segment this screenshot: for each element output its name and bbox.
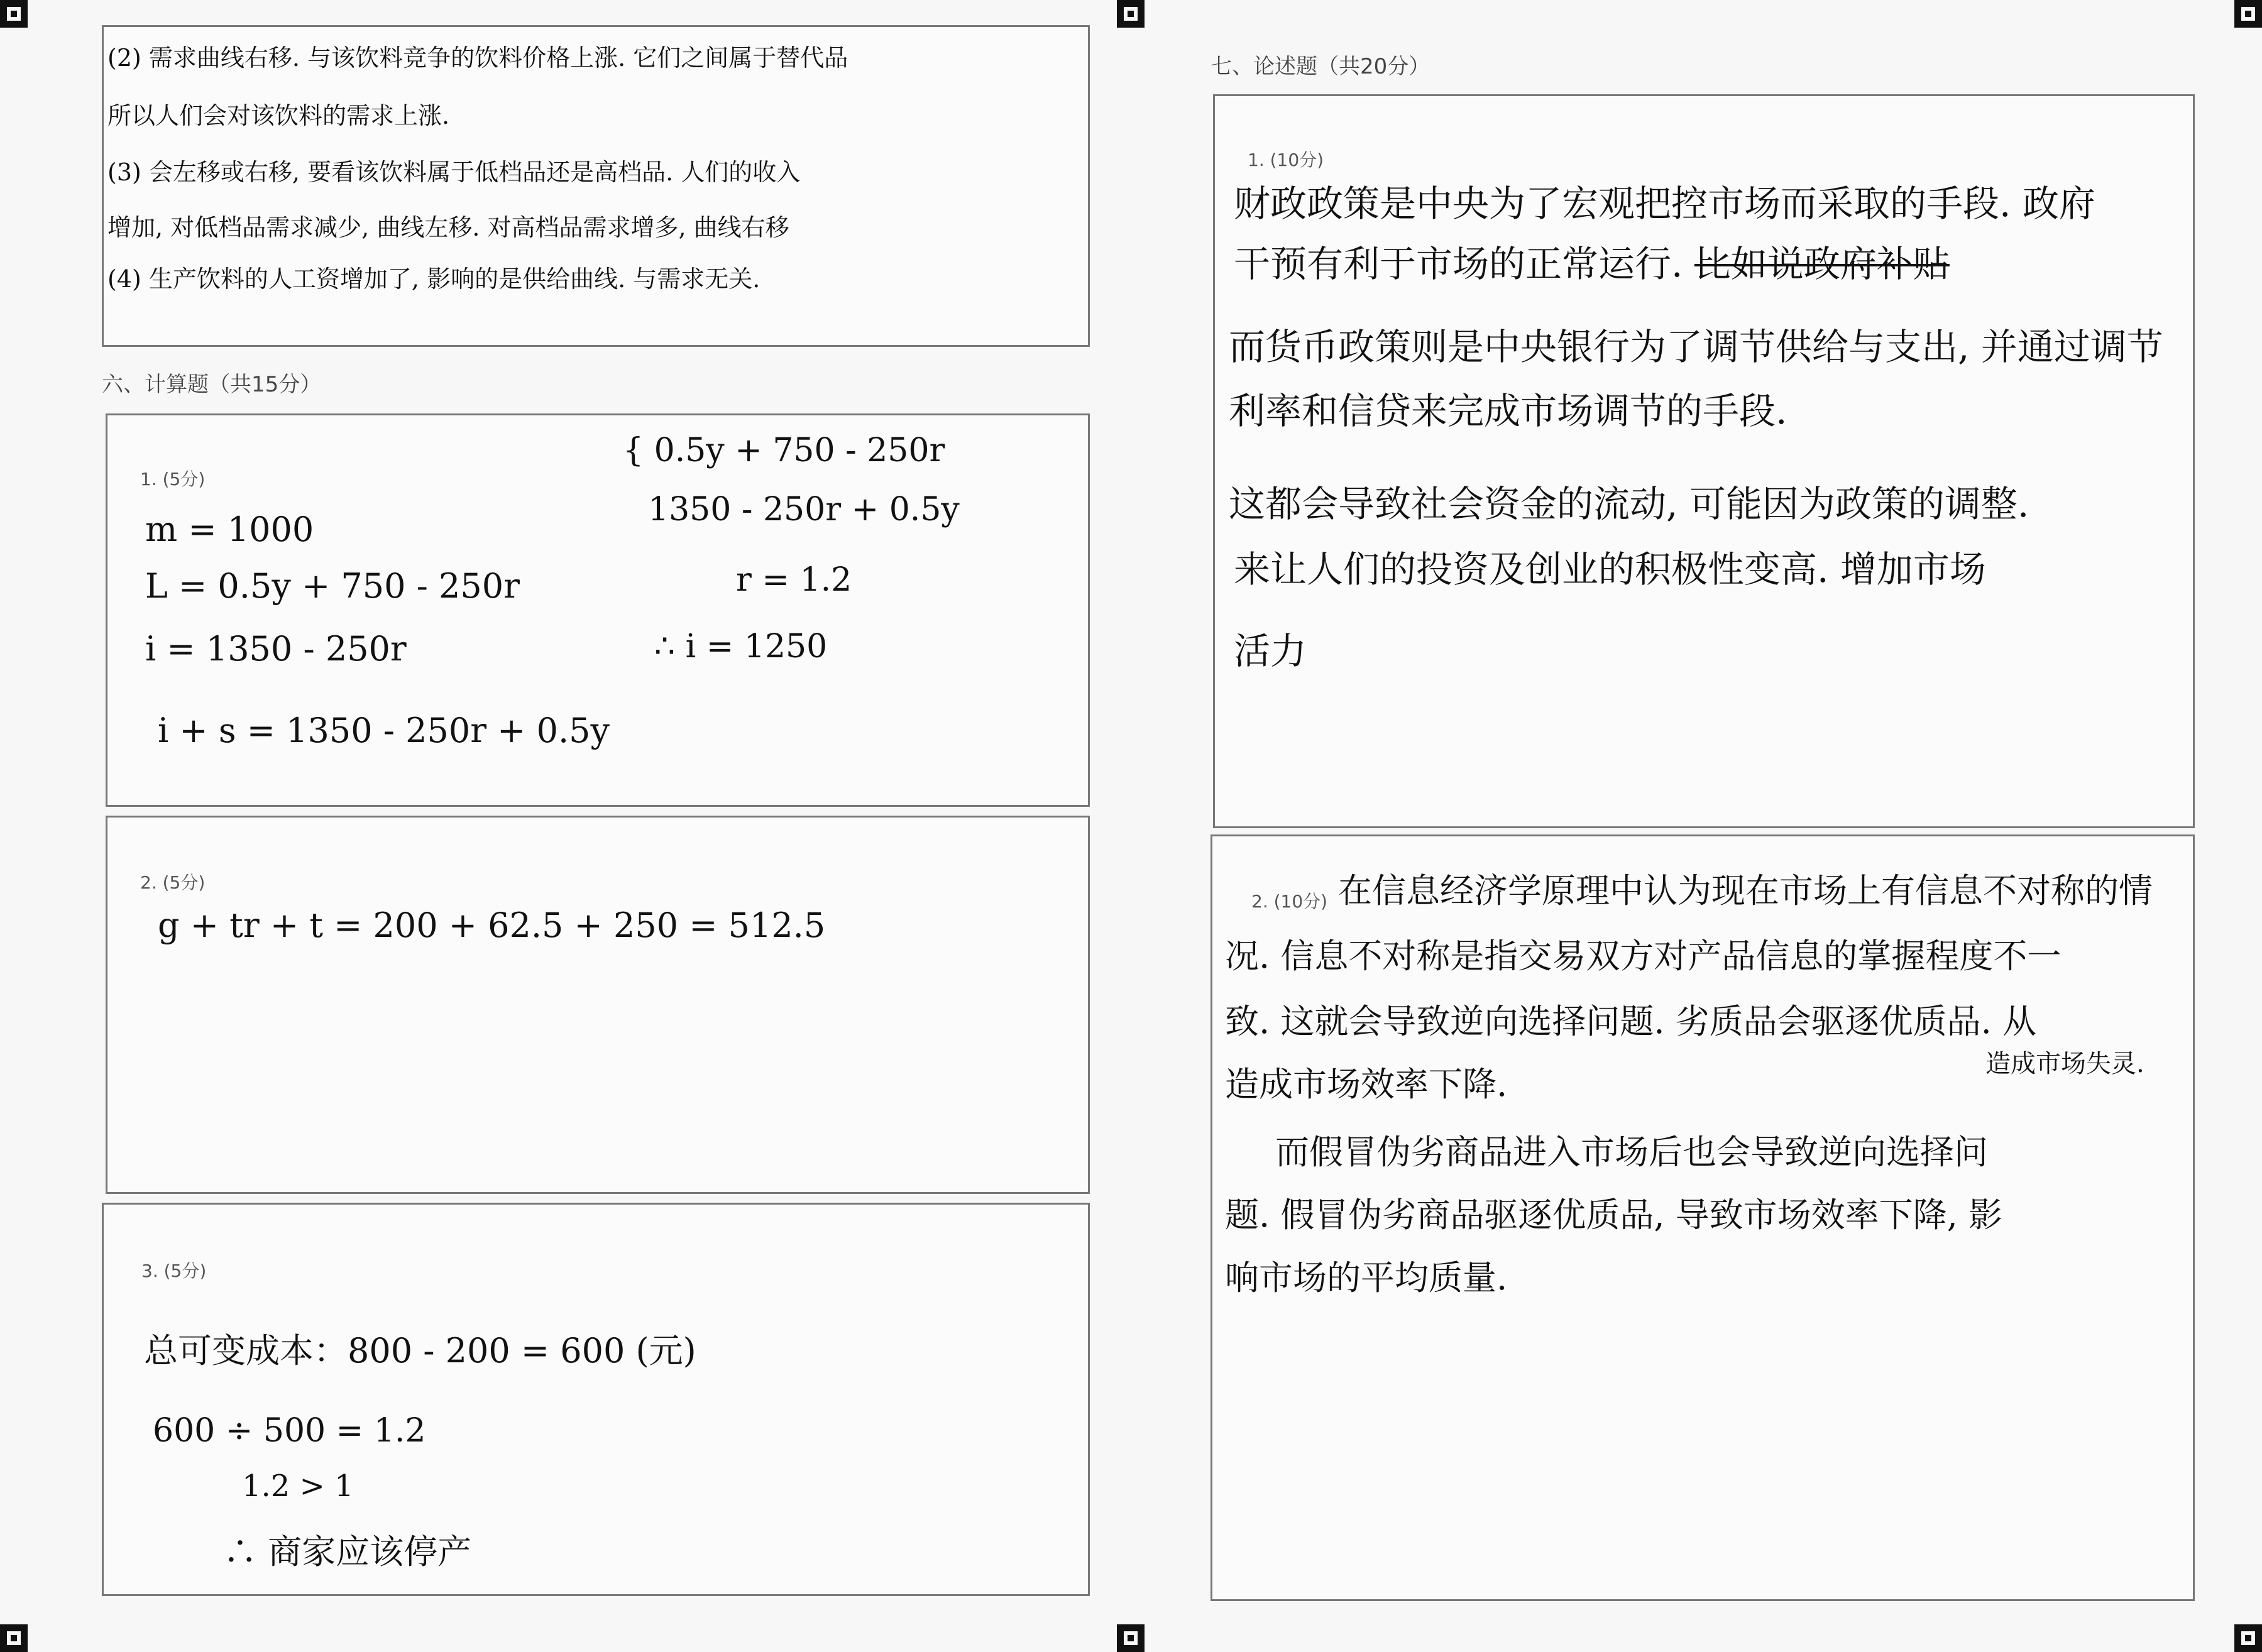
- essay-q2-line-1: 在信息经济学原理中认为现在市场上有信息不对称的情: [1338, 871, 2153, 911]
- essay-q1-line-7: 活力: [1234, 630, 1307, 672]
- registration-marker-top-center: [1117, 0, 1145, 28]
- calc-q1-line-3: i = 1350 - 250r: [145, 629, 407, 669]
- essay-q1-line-4: 利率和信贷来完成市场调节的手段.: [1229, 390, 1787, 432]
- essay-q2-line-7: 响市场的平均质量.: [1225, 1258, 1508, 1298]
- essay-q1-struck-text: 比如说政府补贴: [1694, 243, 1950, 285]
- answer-line-1: (2) 需求曲线右移. 与该饮料竞争的饮料价格上涨. 它们之间属于替代品: [107, 44, 848, 72]
- calc-q1-box: [106, 413, 1090, 807]
- calc-q2-box: [106, 816, 1090, 1194]
- calc-q1-right-1: { 0.5y + 750 - 250r: [623, 432, 945, 469]
- calc-q1-line-4: i + s = 1350 - 250r + 0.5y: [158, 711, 610, 750]
- essay-q1-line-3: 而货币政策则是中央银行为了调节供给与支出, 并通过调节: [1229, 325, 2163, 368]
- essay-q1-line-6: 来让人们的投资及创业的积极性变高. 增加市场: [1234, 548, 1986, 591]
- essay-q2-line-3: 致. 这就会导致逆向选择问题. 劣质品会驱逐优质品. 从: [1225, 1002, 2036, 1041]
- calc-q3-line-1: 总可变成本：800 - 200 = 600 (元): [144, 1331, 696, 1370]
- essay-q2-note: 造成市场失灵.: [1985, 1049, 2144, 1078]
- calc-q3-number: 3. (5分): [141, 1261, 207, 1281]
- essay-q2-line-5: 而假冒伪劣商品进入市场后也会导致逆向选择问: [1275, 1132, 1988, 1172]
- section7-title: 七、论述题（共20分）: [1211, 54, 1430, 79]
- calc-q1-right-3: r = 1.2: [736, 561, 852, 599]
- essay-q2-line-4: 造成市场效率下降.: [1225, 1064, 1508, 1104]
- answer-line-4: 增加, 对低档品需求减少, 曲线左移. 对高档品需求增多, 曲线右移: [107, 214, 789, 241]
- answer-line-2: 所以人们会对该饮料的需求上涨.: [107, 102, 450, 129]
- answer-line-5: (4) 生产饮料的人工资增加了, 影响的是供给曲线. 与需求无关.: [107, 265, 760, 293]
- calc-q1-line-2: L = 0.5y + 750 - 250r: [145, 566, 520, 606]
- essay-q1-line-5: 这都会导致社会资金的流动, 可能因为政策的调整.: [1229, 483, 2029, 525]
- calc-q1-number: 1. (5分): [140, 469, 206, 490]
- registration-marker-top-left: [0, 0, 28, 28]
- essay-q1-box: [1213, 94, 2195, 828]
- registration-marker-bottom-right: [2234, 1624, 2262, 1652]
- registration-marker-bottom-left: [0, 1624, 28, 1652]
- calc-q3-line-3: 1.2 > 1: [242, 1469, 354, 1504]
- calc-q1-right-4: ∴ i = 1250: [654, 628, 828, 665]
- essay-q2-number: 2. (10分): [1251, 891, 1328, 912]
- essay-q2-line-6: 题. 假冒伪劣商品驱逐优质品, 导致市场效率下降, 影: [1225, 1195, 2002, 1235]
- calc-q1-line-1: m = 1000: [145, 510, 314, 549]
- essay-q1-number: 1. (10分): [1248, 150, 1324, 170]
- calc-q3-box: [102, 1203, 1090, 1596]
- section5-answer-box: [102, 25, 1090, 347]
- calc-q1-right-2: 1350 - 250r + 0.5y: [648, 491, 960, 528]
- essay-q2-line-2: 况. 信息不对称是指交易双方对产品信息的掌握程度不一: [1225, 936, 2062, 976]
- calc-q2-line-1: g + tr + t = 200 + 62.5 + 250 = 512.5: [158, 905, 826, 945]
- essay-q1-line-1: 财政政策是中央为了宏观把控市场而采取的手段. 政府: [1234, 182, 2095, 225]
- answer-line-3: (3) 会左移或右移, 要看该饮料属于低档品还是高档品. 人们的收入: [107, 158, 801, 186]
- essay-q1-line-2: [1234, 234, 1950, 287]
- calc-q2-number: 2. (5分): [140, 872, 206, 893]
- section6-title: 六、计算题（共15分）: [102, 372, 322, 397]
- essay-q1-line-2-text: 干预有利于市场的正常运行.: [1234, 243, 1683, 285]
- calc-q3-line-4: ∴ 商家应该停产: [223, 1532, 472, 1572]
- essay-q2-box: [1211, 834, 2195, 1601]
- calc-q3-line-2: 600 ÷ 500 = 1.2: [153, 1412, 426, 1450]
- registration-marker-top-right: [2234, 0, 2262, 28]
- registration-marker-bottom-center: [1117, 1624, 1145, 1652]
